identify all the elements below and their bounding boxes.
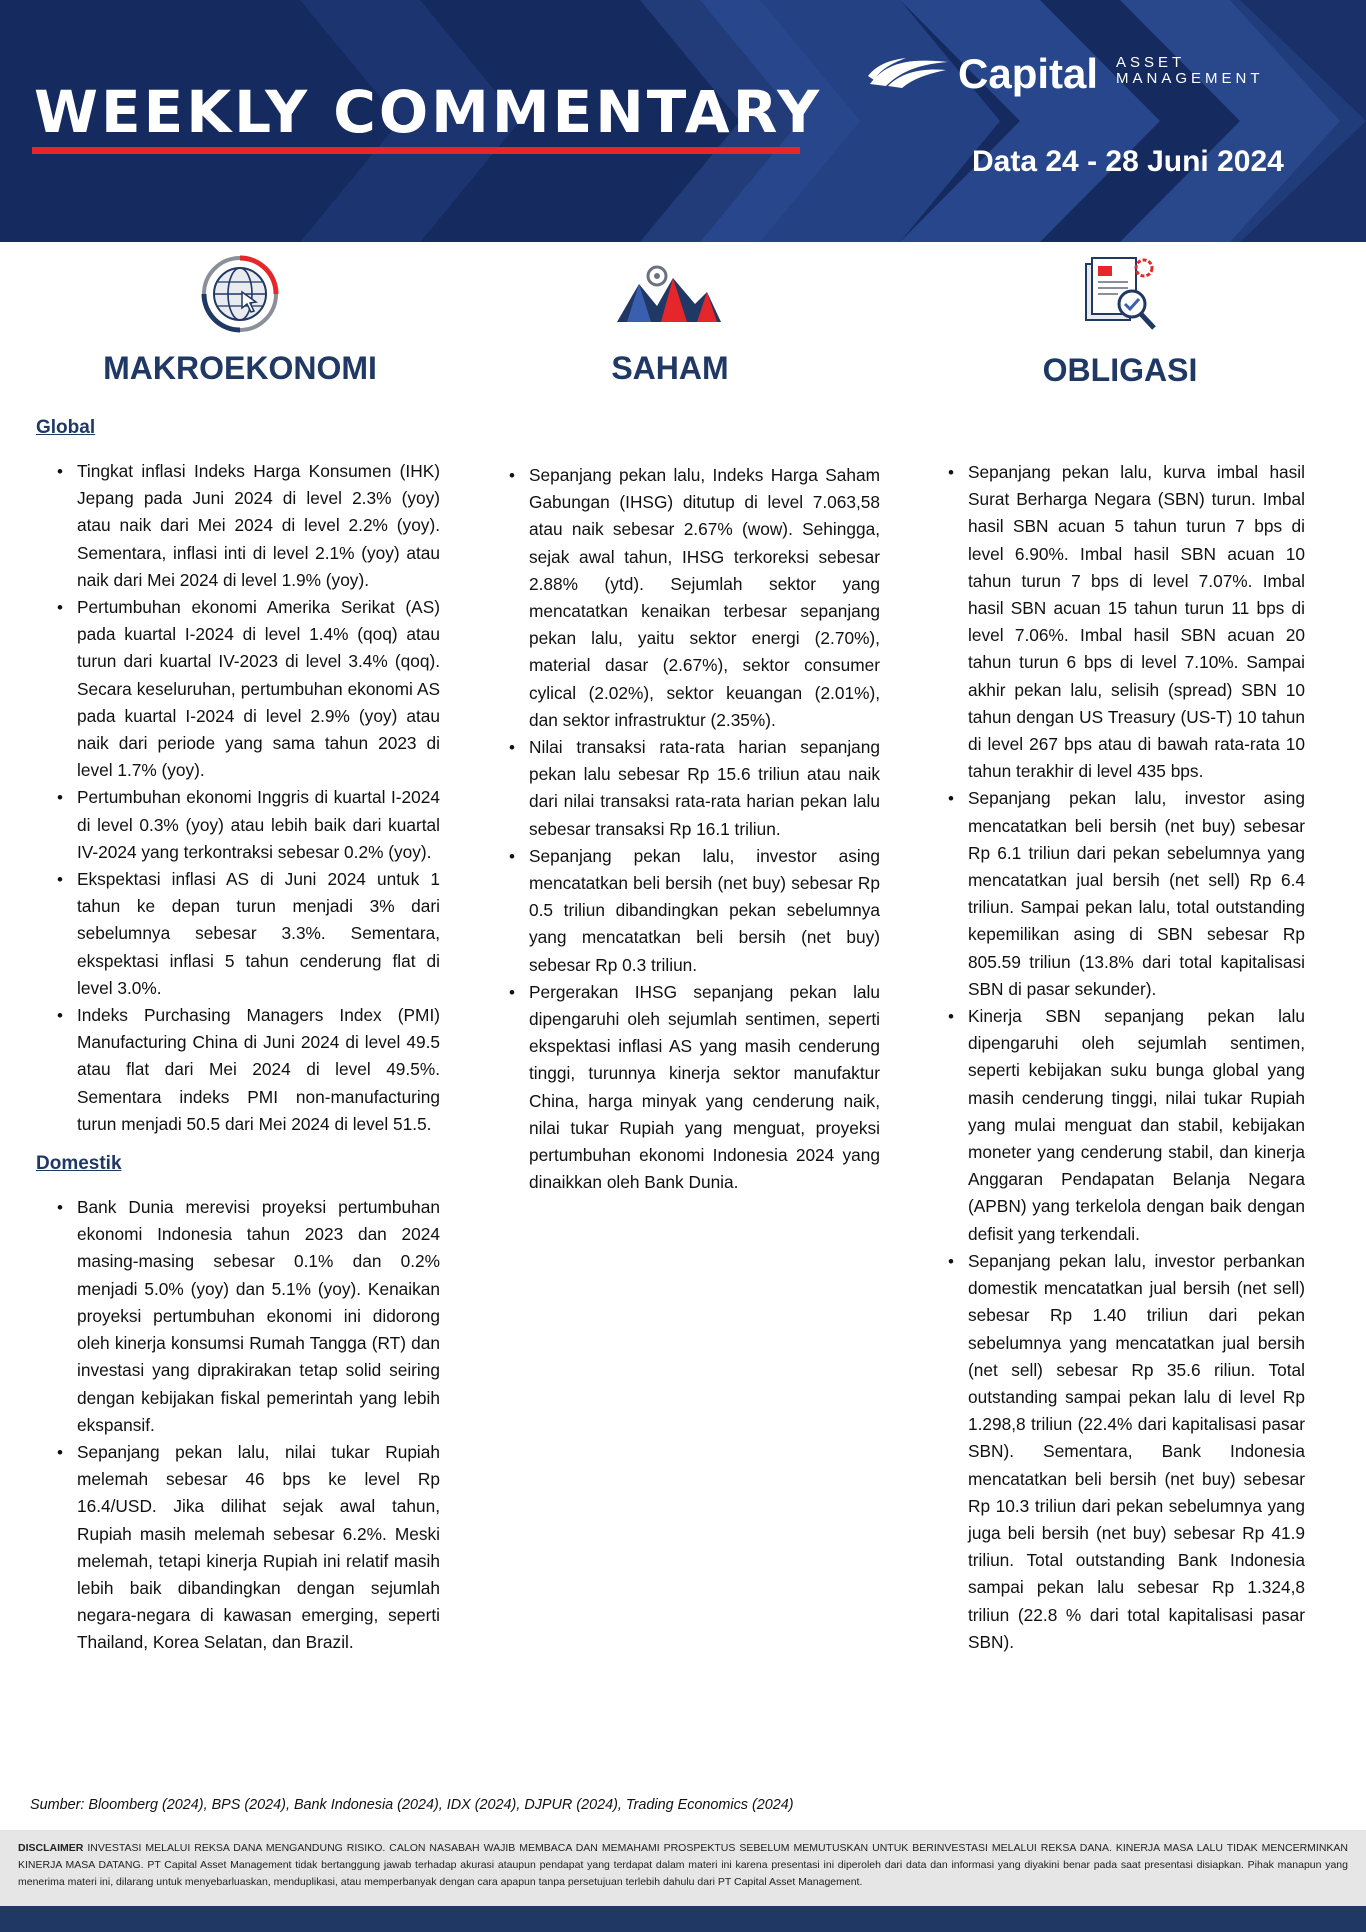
subheading-global: Global <box>36 417 96 438</box>
header-banner <box>0 0 1366 242</box>
obligasi-column <box>927 459 1305 1656</box>
obligasi-bullet-item: • Sepanjang pekan lalu, kurva imbal hasil Surat Berharga Negara (SBN) turun. Imbal hasil SBN acuan 5 tahun turun 7 bps di level 6.90%. Imbal hasil SBN acuan 10 tahun turun 7 bps di level 7.07%. Imbal hasil SBN acuan 15 tahun turun 11 bps di level 7.06%. Imbal hasil SBN acuan 20 tahun turun 6 bps di level 7.10%. Sampai akhir pekan lalu, selisih (spread) SBN 10 tahun dengan US Treasury (US-T) 10 tahun di level 267 bps atau di bawah rata-rata 10 tahun terakhir di level 435 bps. <box>927 459 1305 785</box>
logo-subtitle: ASSET MANAGEMENT <box>1116 54 1264 87</box>
report-date: Data 24 - 28 Juni 2024 <box>972 145 1284 178</box>
heading-saham: SAHAM <box>611 350 729 386</box>
makroekonomi-column <box>36 414 440 1657</box>
subheading-domestik: Domestik <box>36 1153 122 1175</box>
domestik-bullet-item: • Bank Dunia merevisi proyeksi pertumbuhan ekonomi Indonesia tahun 2023 dan 2024 masing-masing sebesar 0.1% dan 0.2% menjadi 5.0% (yoy) dan 5.1% (yoy). Kenaikan proyeksi pertumbuhan ekonomi ini didorong oleh kinerja konsumsi Rumah Tangga (RT) dan investasi yang diprakirakan tetap solid seiring dengan kebijakan fiskal pemerintah yang lebih ekspansif. <box>36 1194 440 1439</box>
logo-swoosh-icon <box>866 56 950 90</box>
global-bullet-item: • Pertumbuhan ekonomi Inggris di kuartal I-2024 di level 0.3% (yoy) atau lebih baik dari kuartal IV-2024 yang terkontraksi sebesar 0.2% (yoy). <box>36 784 440 866</box>
saham-bullet-item: • Sepanjang pekan lalu, investor asing mencatatkan beli bersih (net buy) sebesar Rp 0.5 triliun dibandingkan pekan sebelumnya yang mencatatkan beli bersih (net buy) sebesar Rp 0.3 triliun. <box>488 843 880 979</box>
disclaimer-label: DISCLAIMER <box>18 1842 84 1854</box>
domestik-bullet-list <box>36 1194 440 1656</box>
saham-bullet-list <box>488 462 880 1196</box>
global-bullet-item: • Tingkat inflasi Indeks Harga Konsumen (IHK) Jepang pada Juni 2024 di level 2.3% (yoy) atau naik dari Mei 2024 di level 2.2% (yoy). Sementara, inflasi inti di level 2.1% (yoy) atau naik dari Mei 2024 di level 1.9% (yoy). <box>36 458 440 594</box>
domestik-bullet-item: • Sepanjang pekan lalu, nilai tukar Rupiah melemah sebesar 46 bps ke level Rp 16.4/USD. Jika dilihat sejak awal tahun, Rupiah masih melemah sebesar 6.2%. Meski melemah, tetapi kinerja Rupiah ini relatif masih lebih baik dibandingkan dengan sejumlah negara-negara di kawasan emerging, seperti Thailand, Korea Selatan, dan Brazil. <box>36 1439 440 1657</box>
global-bullet-item: • Ekspektasi inflasi AS di Juni 2024 untuk 1 tahun ke depan turun menjadi 3% dari sebelumnya sebesar 3.3%. Sementara, ekspektasi inflasi 5 tahun cenderung flat di level 3.0%. <box>36 866 440 1002</box>
disclaimer-text: INVESTASI MELALUI REKSA DANA MENGANDUNG RISIKO. CALON NASABAH WAJIB MEMBACA DAN MEMAHAMI PROSPEKTUS SEBELUM MEMUTUSKAN UNTUK BERINVESTASI MELALUI REKSA DANA. KINERJA MASA LALU TIDAK MENCERMINKAN KINERJA MASA DATANG. PT Capital Asset Management tidak bertanggung jawab terhadap akurasi ataupun pendapat yang terdapat dalam materi ini karena presentasi ini diperoleh dari data dan informasi yang diyakini benar pada saat presentasi disiapkan. Pihak manapun yang menerima materi ini, dilarang untuk menyebarluaskan, menduplikasi, atau memperbanyak dengan cara apapun tanpa persetujuan terlebih dahulu dari PT Capital Asset Management. <box>18 1842 1348 1888</box>
disclaimer-box <box>0 1830 1366 1906</box>
source-note: Sumber: Bloomberg (2024), BPS (2024), Bank Indonesia (2024), IDX (2024), DJPUR (2024), Trading Economics (2024) <box>30 1797 794 1813</box>
obligasi-bullet-item: • Kinerja SBN sepanjang pekan lalu dipengaruhi oleh sejumlah sentimen, seperti kebijakan suku bunga global yang masih cenderung tinggi, nilai tukar Rupiah yang mulai menguat dan stabil, kebijakan moneter yang cenderung stabil, dan kinerja Anggaran Pendapatan Belanja Negara (APBN) yang terkelola dengan baik dengan defisit yang terkendali. <box>927 1003 1305 1248</box>
global-bullet-list <box>36 458 440 1138</box>
heading-makroekonomi: MAKROEKONOMI <box>103 350 377 386</box>
obligasi-bullet-list <box>927 459 1305 1656</box>
heading-obligasi: OBLIGASI <box>1042 352 1198 388</box>
globe-icon <box>200 254 280 334</box>
global-bullet-item: • Pertumbuhan ekonomi Amerika Serikat (AS) pada kuartal I-2024 di level 1.4% (qoq) atau turun dari kuartal IV-2023 di level 3.4% (qoq). Secara keseluruhan, pertumbuhan ekonomi AS pada kuartal I-2024 di level 2.9% (yoy) atau naik dari periode yang sama tahun 2023 di level 1.7% (yoy). <box>36 594 440 784</box>
saham-column <box>488 462 880 1196</box>
global-bullet-item: • Indeks Purchasing Managers Index (PMI) Manufacturing China di Juni 2024 di level 49.5 atau flat dari Mei 2024 di level 49.5%. Sementara indeks PMI non-manufacturing turun menjadi 50.5 dari Mei 2024 di level 51.5. <box>36 1002 440 1138</box>
bottom-bar <box>0 1906 1366 1932</box>
saham-bullet-item: • Sepanjang pekan lalu, Indeks Harga Saham Gabungan (IHSG) ditutup di level 7.063,58 atau naik sebesar 2.67% (wow). Sehingga, sejak awal tahun, IHSG terkoreksi sebesar 2.88% (ytd). Sejumlah sektor yang mencatatkan kenaikan terbesar sepanjang pekan lalu, yaitu sektor energi (2.70%), material dasar (2.67%), sektor consumer cylical (2.02%), sektor keuangan (2.01%), dan sektor infrastruktur (2.35%). <box>488 462 880 734</box>
document-magnifier-icon <box>1078 254 1162 334</box>
title-underline <box>32 147 800 154</box>
obligasi-bullet-item: • Sepanjang pekan lalu, investor perbankan domestik mencatatkan jual bersih (net sell) sebesar Rp 1.40 triliun dari pekan sebelumnya yang mencatatkan jual bersih (net sell) sebesar Rp 35.6 riliun. Total outstanding sampai pekan lalu di level Rp 1.298,8 triliun (22.4% dari kapitalisasi pasar SBN). Sementara, Bank Indonesia mencatatkan beli bersih (net buy) sebesar Rp 10.3 triliun dari pekan sebelumnya yang juga beli bersih (net buy) sebesar Rp 41.9 triliun. Total outstanding Bank Indonesia sampai pekan lalu sebesar Rp 1.324,8 triliun (22.8 % dari total kapitalisasi pasar SBN). <box>927 1248 1305 1656</box>
saham-bullet-item: • Pergerakan IHSG sepanjang pekan lalu dipengaruhi oleh sejumlah sentimen, seperti ekspektasi inflasi AS yang masih cenderung tinggi, turunnya kinerja sektor manufaktur China, harga minyak yang cenderung naik, nilai tukar Rupiah yang menguat, proyeksi pertumbuhan ekonomi Indonesia 2024 yang dinaikkan oleh Bank Dunia. <box>488 979 880 1197</box>
mountain-chart-icon <box>617 262 721 324</box>
obligasi-bullet-item: • Sepanjang pekan lalu, investor asing mencatatkan beli bersih (net buy) sebesar Rp 6.1 triliun dari pekan sebelumnya yang mencatatkan jual bersih (net sell) Rp 6.4 triliun. Sampai pekan lalu, total outstanding kepemilikan asing di SBN sebesar Rp 805.59 triliun (13.8% dari total kapitalisasi SBN di pasar sekunder). <box>927 785 1305 1003</box>
page-title: WEEKLY COMMENTARY <box>34 78 823 146</box>
logo-wordmark: Capital <box>958 50 1099 97</box>
saham-bullet-item: • Nilai transaksi rata-rata harian sepanjang pekan lalu sebesar Rp 15.6 triliun atau naik dari nilai transaksi rata-rata harian pekan lalu sebesar transaksi Rp 16.1 triliun. <box>488 734 880 843</box>
